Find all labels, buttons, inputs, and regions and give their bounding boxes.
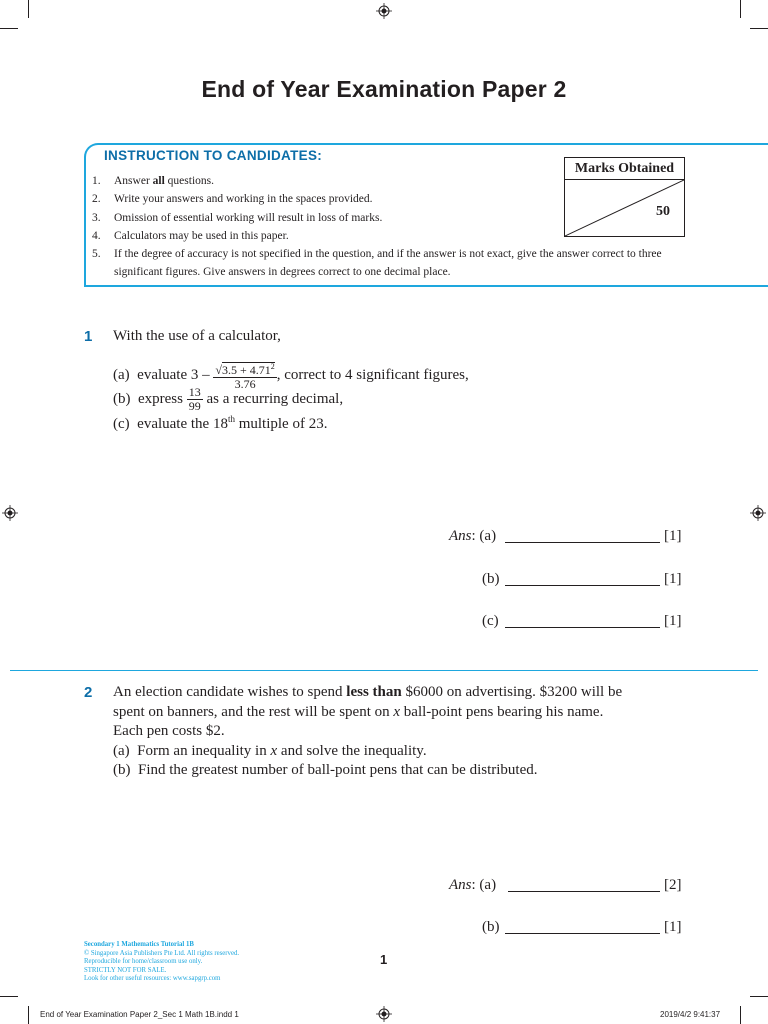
crop-mark xyxy=(28,1006,29,1024)
answer-label: (c) xyxy=(482,613,499,629)
registration-mark-icon xyxy=(376,1006,392,1022)
copyright-footer: Secondary 1 Mathematics Tutorial 1B © Singapore Asia Publishers Pte Ltd. All rights reserved. Reproducible for home/classroom use only. STRICTLY NOT FOR SALE. Look for other useful resources: www.sapgrp.com xyxy=(84,941,240,983)
question-1-intro: With the use of a calculator, xyxy=(113,328,281,344)
registration-mark-icon xyxy=(376,3,392,19)
page-number: 1 xyxy=(380,952,388,967)
marks-obtained-heading: Marks Obtained xyxy=(565,158,684,180)
crop-mark xyxy=(750,28,768,29)
answer-line[interactable] xyxy=(505,933,660,934)
print-slug-file: End of Year Examination Paper 2_Sec 1 Math 1B.indd 1 xyxy=(40,1010,239,1019)
section-divider xyxy=(10,670,758,671)
answer-mark: [1] xyxy=(664,571,682,587)
expression-fraction: $\frac{√3.5 + 4.71^2}{3.76}$ xyxy=(215,362,275,391)
answer-label: Ans: (a) xyxy=(449,877,497,893)
instruction-heading: INSTRUCTION TO CANDIDATES: xyxy=(104,148,323,163)
crop-mark xyxy=(0,996,18,997)
print-slug-date: 2019/4/2 9:41:37 xyxy=(660,1010,721,1019)
page-title: End of Year Examination Paper 2 xyxy=(201,76,567,102)
answer-label: Ans: (a) xyxy=(449,528,497,544)
instruction-item: 4. Calculators may be used in this paper. xyxy=(92,229,289,242)
question-1a: (a) evaluate 3 – $\frac{√3.5 + 4.71^2}{3.76}$ , correct to 4 significant figures, xyxy=(113,362,469,391)
question-number: 2 xyxy=(84,684,93,701)
question-number: 1 xyxy=(84,328,93,345)
registration-mark-icon xyxy=(2,505,18,521)
crop-mark xyxy=(740,0,741,18)
question-1b: (b) express $\frac{13}{99}$ as a recurring decimal, xyxy=(113,385,344,413)
marks-obtained-box xyxy=(564,157,685,237)
crop-mark xyxy=(0,28,18,29)
answer-mark: [1] xyxy=(664,613,682,629)
answer-mark: [1] xyxy=(664,528,682,544)
answer-label: (b) xyxy=(482,919,500,935)
answer-line[interactable] xyxy=(505,627,660,628)
instruction-item: 1. Answer all questions. xyxy=(92,175,214,187)
answer-label: (b) xyxy=(482,571,500,587)
instruction-item: 5. If the degree of accuracy is not specified in the question, and if the answer is not exact, give the answer correct to three significant figures. Give answers in degrees correct to one decimal place. xyxy=(92,248,662,279)
answer-line[interactable] xyxy=(505,542,660,543)
question-2b: (b) Find the greatest number of ball-point pens that can be distributed. xyxy=(113,762,538,778)
registration-mark-icon xyxy=(750,505,766,521)
crop-mark xyxy=(740,1006,741,1024)
answer-mark: [2] xyxy=(664,877,682,893)
answer-line[interactable] xyxy=(508,891,660,892)
answer-line[interactable] xyxy=(505,585,660,586)
crop-mark xyxy=(28,0,29,18)
instruction-item: 2. Write your answers and working in the spaces provided. xyxy=(92,193,373,206)
question-1c: (c) evaluate the 18th multiple of 23. xyxy=(113,414,328,432)
marks-total: 50 xyxy=(656,204,670,219)
instruction-item: 3. Omission of essential working will result in loss of marks. xyxy=(92,211,383,224)
answer-mark: [1] xyxy=(664,919,682,935)
question-2a: (a) Form an inequality in x and solve the inequality. xyxy=(113,742,427,759)
fraction: $\frac{13}{99}$ xyxy=(188,385,201,413)
crop-mark xyxy=(750,996,768,997)
question-2-text: An election candidate wishes to spend less than $6000 on advertising. $3200 will be spent on banners, and the rest will be spent on x ball-point pens bearing his name. Each pen costs $2. (a) Form an inequality in x and solve the inequality. (b) Find the greatest number of ball-point pens that can be distributed. xyxy=(113,683,713,781)
